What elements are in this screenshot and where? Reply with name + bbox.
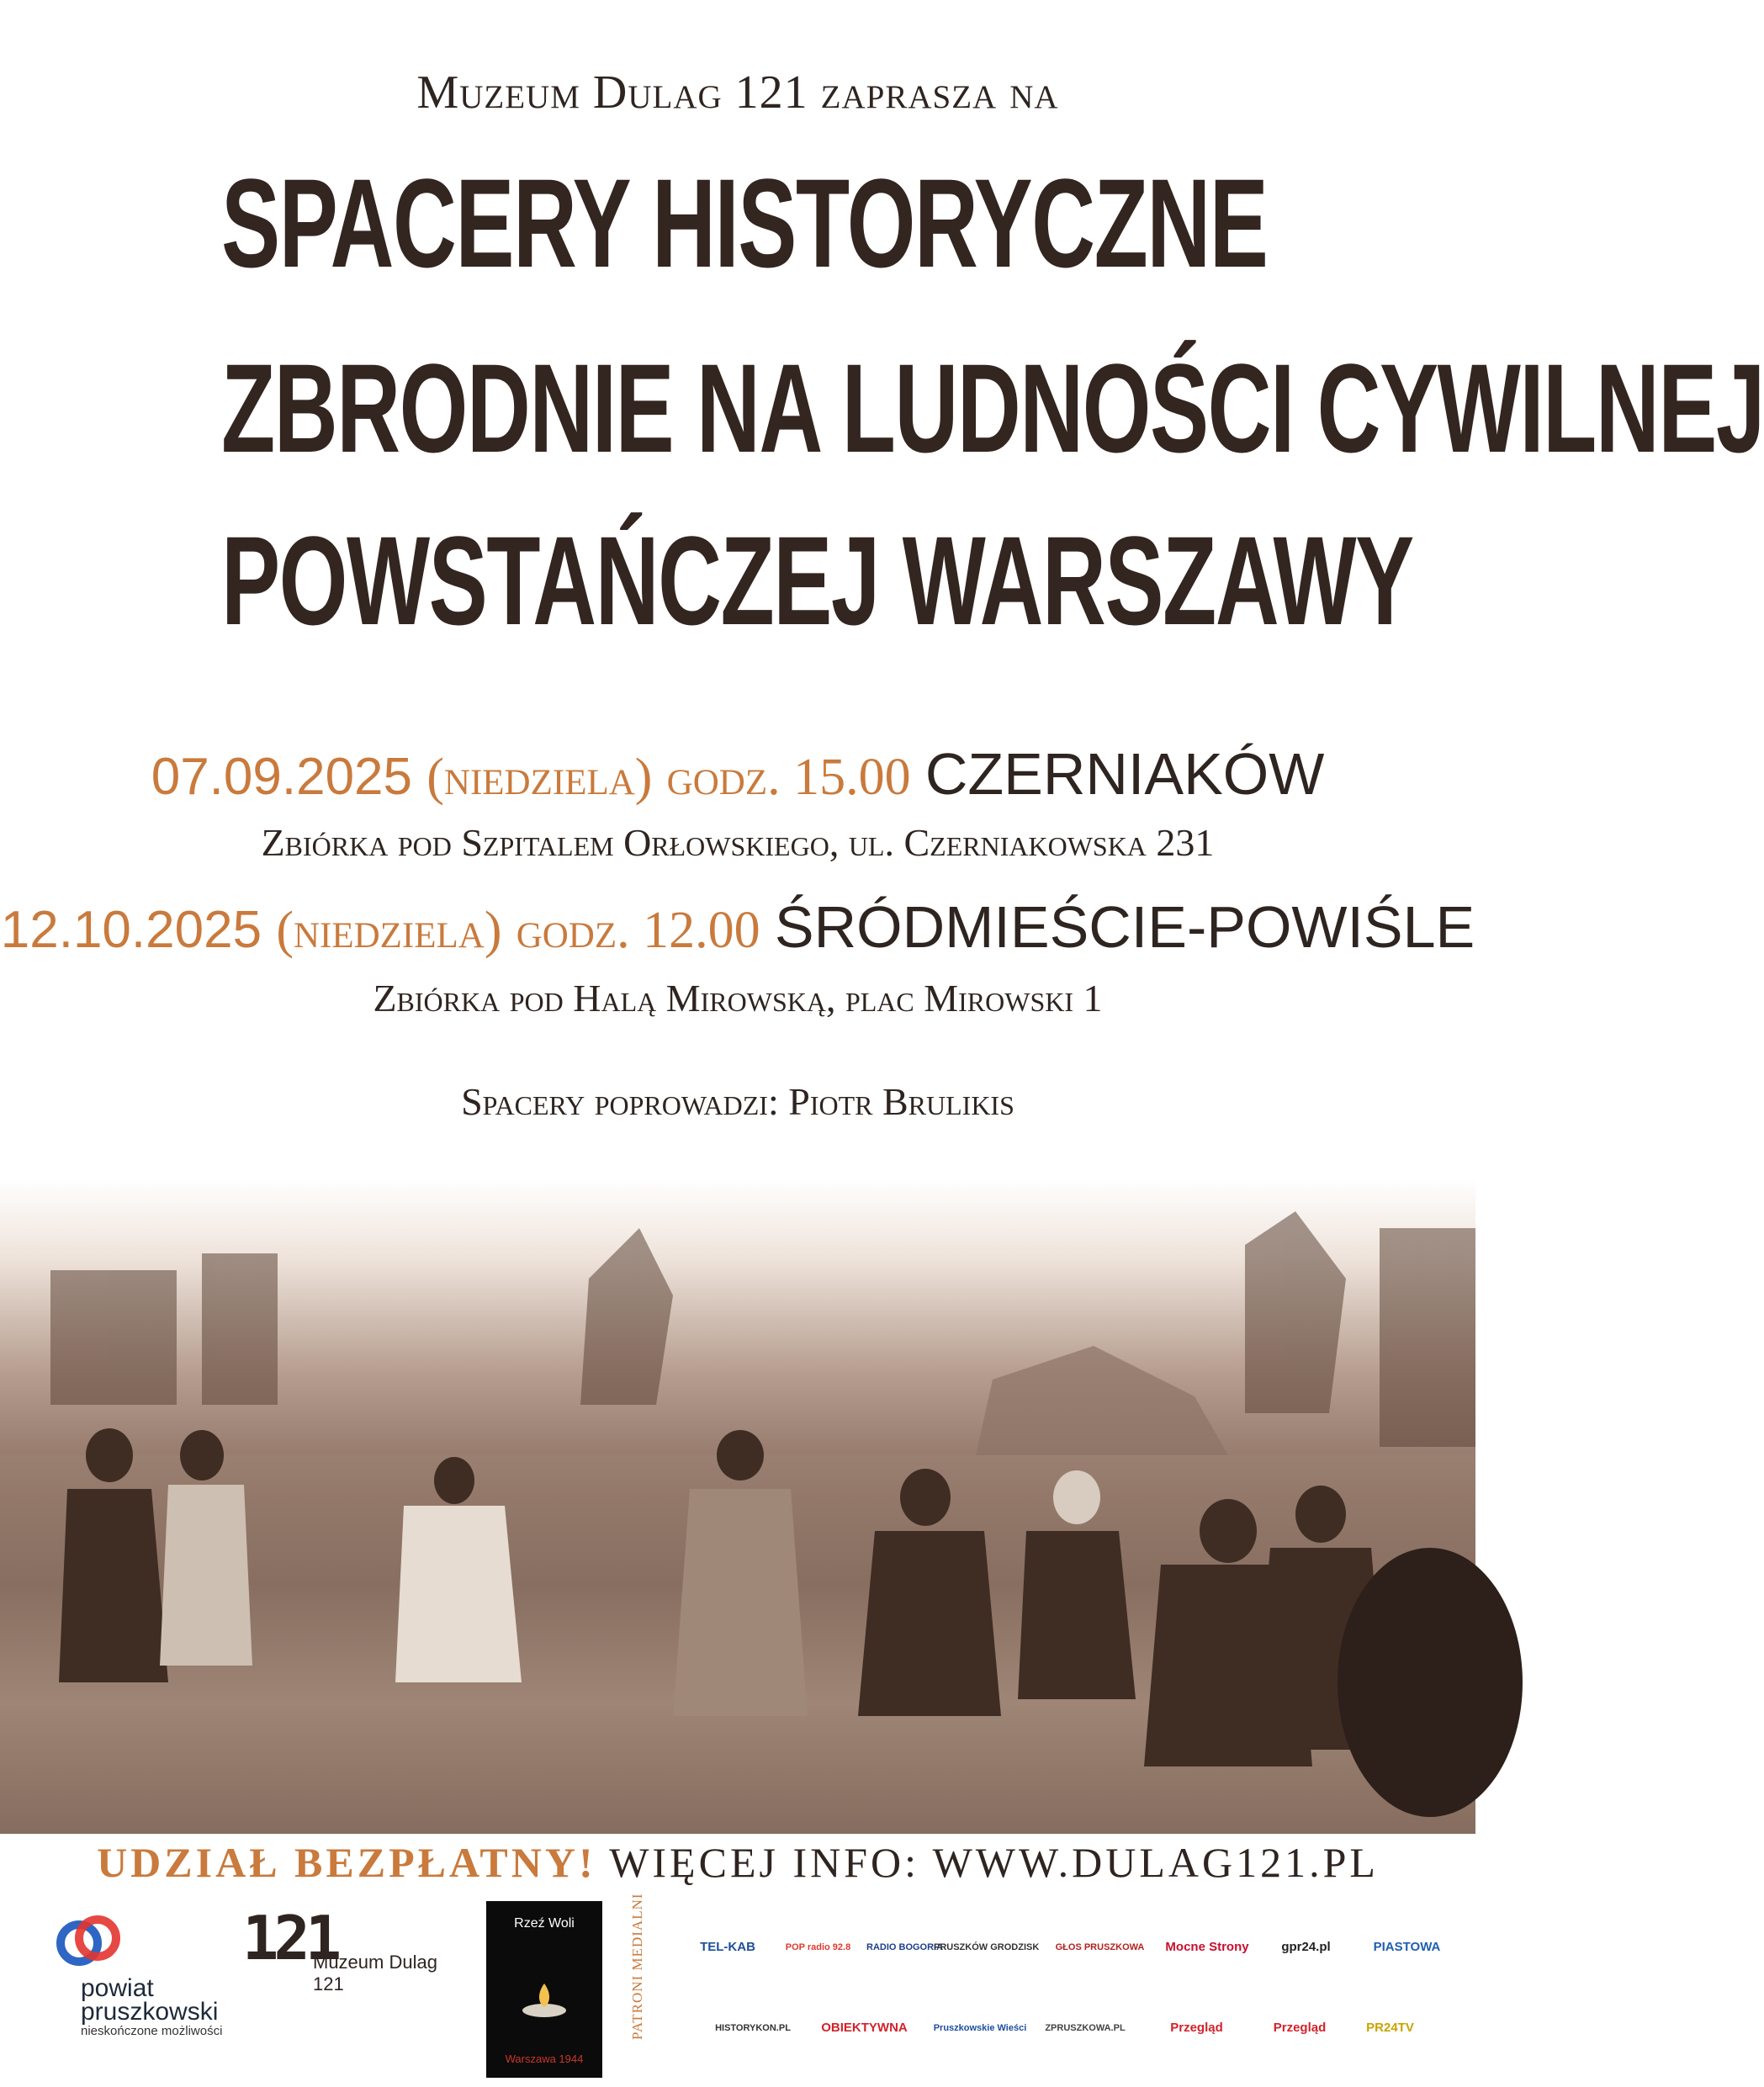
event-1-meeting: Zbiórka pod Szpitalem Orłowskiego, ul. Czerniakowska 231 — [261, 821, 1215, 864]
rzez-title: Rzeź Woli — [514, 1916, 575, 1931]
intro-text: Muzeum Dulag 121 zaprasza na — [416, 66, 1059, 119]
dulag-name: Muzeum Dulag 121 — [313, 1952, 437, 1994]
media-logo: PIASTOWA — [1373, 1940, 1441, 1954]
media-logo: Przegląd — [1273, 2021, 1327, 2035]
event-2-place: ŚRÓDMIEŚCIE-POWIŚLE — [774, 894, 1475, 960]
guide-text: Spacery poprowadzi: Piotr Brulikis — [461, 1080, 1014, 1123]
media-logo: PR24TV — [1366, 2021, 1414, 2035]
event-1-day: (niedziela) — [426, 749, 653, 806]
event-1-time: godz. 15.00 — [666, 749, 911, 806]
powiat-tagline: nieskończone możliwości — [81, 2024, 223, 2038]
powiat-logo-icon — [50, 1910, 126, 1977]
media-patrons-label: PATRONI MEDIALNI — [629, 1893, 645, 2040]
rzez-woli-logo — [486, 1901, 602, 2078]
media-logo: POP radio 92.8 — [785, 1942, 851, 1952]
dulag-number: 121 — [242, 1903, 337, 1973]
title-line-3: POWSTAŃCZEJ WARSZAWY — [221, 510, 1413, 651]
event-1-date: 07.09.2025 — [151, 748, 413, 806]
title-line-2: ZBRODNIE NA LUDNOŚCI CYWILNEJ — [221, 337, 1764, 479]
footer-info — [0, 1838, 1475, 1887]
event-2-time: godz. 12.00 — [516, 902, 760, 959]
media-logo: ZPRUSZKOWA.PL — [1045, 2023, 1126, 2033]
candle-icon — [486, 1901, 602, 2078]
dulag-121-logo — [242, 1903, 461, 1994]
more-info-text[interactable]: WIĘCEJ INFO: WWW.DULAG121.PL — [609, 1839, 1379, 1886]
media-logo: GŁOS PRUSZKOWA — [1055, 1942, 1145, 1952]
media-logo: Mocne Strony — [1165, 1940, 1249, 1954]
media-logo: TEL-KAB — [700, 1940, 755, 1954]
powiat-name: powiat pruszkowski — [81, 1974, 219, 2026]
event-2-day: (niedziela) — [276, 902, 502, 959]
event-1-place: CZERNIAKÓW — [924, 741, 1325, 807]
media-logo: RADIO BOGORIA — [866, 1942, 944, 1952]
media-logo: OBIEKTYWNA — [821, 2021, 908, 2035]
rzez-subtitle: Warszawa 1944 — [505, 2053, 584, 2065]
media-logo: gpr24.pl — [1281, 1940, 1331, 1954]
media-logo: HISTORYKON.PL — [715, 2023, 791, 2033]
free-entry-text: UDZIAŁ BEZPŁATNY! — [97, 1839, 596, 1886]
historical-photo — [0, 1178, 1475, 1834]
media-logo: Pruszkowskie Wieści — [933, 2023, 1027, 2033]
powiat-pruszkowski-logo — [50, 1910, 252, 2038]
media-logo: Przegląd — [1170, 2021, 1223, 2035]
event-2-meeting: Zbiórka pod Halą Mirowską, plac Mirowski 1 — [373, 977, 1103, 1020]
media-logo: PRUSZKÓW GRODZISK — [934, 1942, 1040, 1952]
title-line-1: SPACERY HISTORYCZNE — [221, 152, 1268, 294]
event-2-date: 12.10.2025 — [0, 901, 262, 959]
event-2-heading — [0, 893, 1475, 961]
event-1-heading — [0, 740, 1475, 808]
